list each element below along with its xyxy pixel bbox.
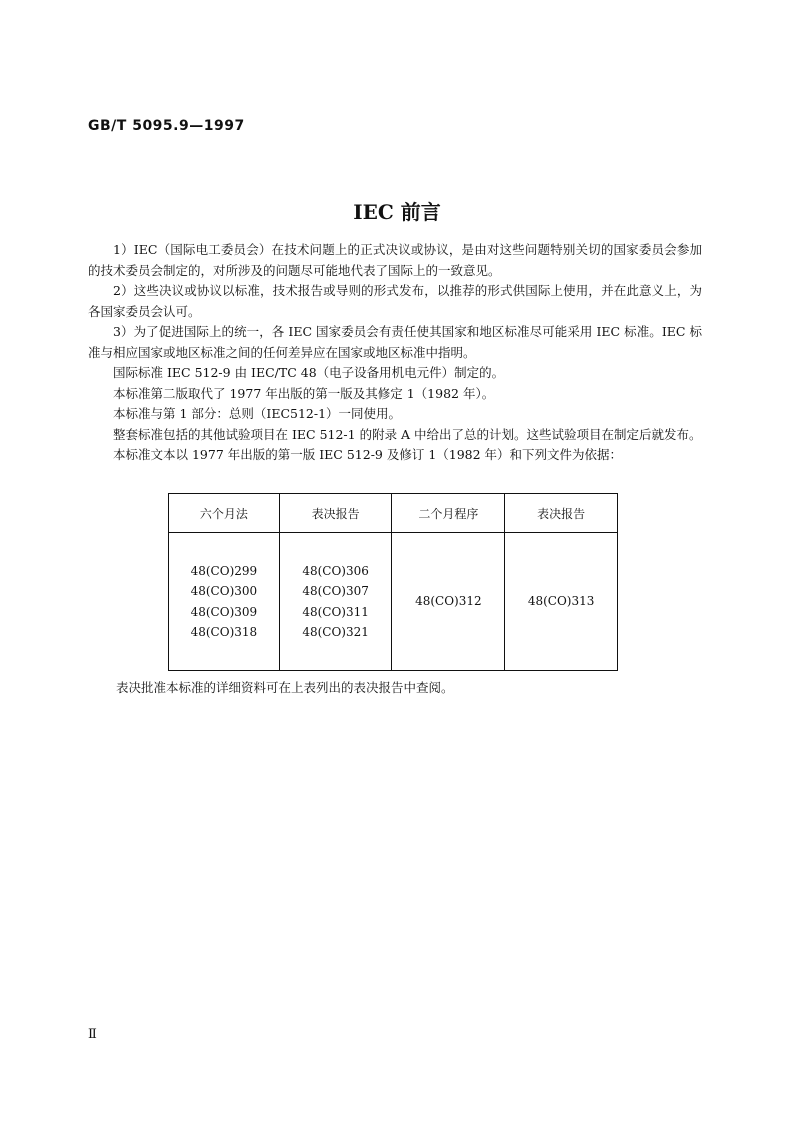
table-header-cell: 六个月法 — [169, 494, 280, 533]
table-row — [169, 533, 618, 671]
document-number: 48(CO)299 — [190, 563, 258, 578]
paragraph: 2）这些决议或协议以标准，技术报告或导则的形式发布，以推荐的形式供国际上使用，并在此意义上，为各国家委员会认可。 — [88, 283, 702, 319]
paragraph: 1）IEC（国际电工委员会）在技术问题上的正式决议或协议，是由对这些问题特别关切的国家委员会参加的技术委员会制定的，对所涉及的问题尽可能地代表了国际上的一致意见。 — [88, 242, 702, 278]
table-header-cell: 二个月程序 — [392, 494, 505, 533]
table-cell — [169, 533, 280, 671]
page-title: IEC 前言 — [353, 200, 441, 224]
document-number: 48(CO)318 — [190, 625, 258, 639]
document-code: GB/T 5095.9—1997 — [88, 118, 245, 134]
table-header-cell: 表决报告 — [505, 494, 618, 533]
paragraph: 整套标准包括的其他试验项目在 IEC 512-1 的附录 A 中给出了总的计划。这些试验项目在制定后就发布。 — [113, 426, 702, 442]
paragraph: 本标准与第 1 部分：总则（IEC512-1）一同使用。 — [113, 406, 402, 421]
foreword-body — [88, 240, 702, 466]
document-number: 48(CO)311 — [302, 604, 369, 619]
table-cell: 48(CO)312 — [392, 533, 505, 671]
paragraph: 国际标准 IEC 512-9 由 IEC/TC 48（电子设备用机电元件）制定的。 — [113, 365, 505, 380]
table-header-row — [169, 494, 618, 533]
table-header-cell: 表决报告 — [279, 494, 392, 533]
document-number: 48(CO)300 — [190, 584, 258, 598]
paragraph: 本标准文本以 1977 年出版的第一版 IEC 512-9 及修订 1（1982 年）和下列文件为依据： — [113, 447, 623, 462]
document-number: 48(CO)306 — [302, 563, 369, 578]
page-number: Ⅱ — [88, 1027, 97, 1042]
table-cell — [279, 533, 392, 671]
table-cell: 48(CO)313 — [505, 533, 618, 671]
table-note: 表决批准本标准的详细资料可在上表列出的表决报告中查阅。 — [116, 680, 454, 695]
document-number: 48(CO)309 — [190, 604, 258, 619]
paragraph: 本标准第二版取代了 1977 年出版的第一版及其修定 1（1982 年）。 — [113, 385, 495, 401]
document-number: 48(CO)307 — [302, 584, 369, 598]
paragraph: 3）为了促进国际上的统一，各 IEC 国家委员会有责任使其国家和地区标准尽可能采用 IEC 标准。IEC 标准与相应国家或地区标准之间的任何差异应在国家或地区标准中指明。 — [88, 324, 702, 360]
document-number: 48(CO)321 — [302, 625, 369, 639]
document-basis-table — [168, 493, 618, 671]
